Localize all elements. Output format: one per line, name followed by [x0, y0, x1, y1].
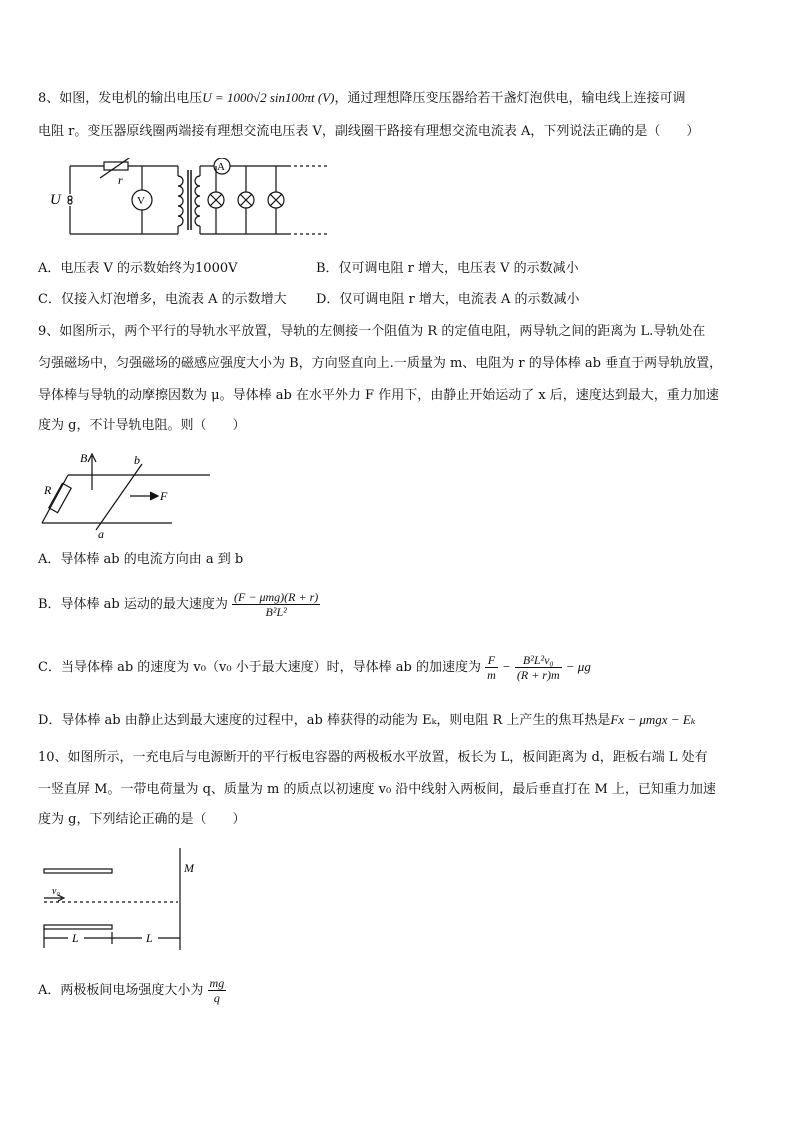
- q8-stem-text-cont: ，通过理想降压变压器给若干盏灯泡供电，输电线上连接可调: [334, 91, 686, 106]
- q10-stem-line2: 一竖直屏 M。一带电荷量为 q、质量为 m 的质点以初速度 v₀ 沿中线射入两板间，最后垂直打在 M 上，已知重力加速: [38, 782, 716, 797]
- q9-resistor-label: R: [44, 483, 52, 497]
- q9-stem-line4: 度为 g，不计导轨电阻。则（ ）: [38, 418, 246, 433]
- q8-option-b: B．仅可调电阻 r 增大，电压表 V 的示数减小: [316, 261, 579, 276]
- q9-stem-line2: 匀强磁场中，匀强磁场的磁感应强度大小为 B，方向竖直向上.一质量为 m、电阻为 r 的导体棒 ab 垂直于两导轨放置，: [38, 356, 723, 371]
- q9-option-c-f1-numerator: F: [485, 653, 498, 668]
- q8-circuit-diagram: [38, 158, 338, 242]
- q9-option-d-formula: Fx − μmgx − Eₖ: [610, 712, 696, 727]
- q9-bottom-label: a: [98, 527, 104, 540]
- q9-option-b-numerator: (F − μmg)(R + r): [234, 590, 319, 604]
- q8-resistor-label: r: [118, 173, 123, 187]
- q10-option-a-fraction: [208, 976, 227, 1005]
- q8-voltage-formula: U = 1000√2 sin100πt (V): [202, 90, 335, 105]
- q9-option-a: A．导体棒 ab 的电流方向由 a 到 b: [38, 552, 244, 567]
- q9-option-c-fraction1: [485, 653, 498, 682]
- q9-force-label: F: [160, 489, 168, 503]
- q8-source-label: U: [50, 192, 61, 208]
- q10-capacitor-diagram: [38, 848, 208, 952]
- q10-option-a-denominator: q: [213, 991, 220, 1005]
- q10-option-a-numerator: mg: [209, 976, 225, 990]
- q9-option-c-f2-numerator: B²L²v₀: [515, 653, 562, 668]
- q9-option-c-f2-denominator: (R + r)m: [516, 668, 560, 682]
- q9-option-b: [38, 590, 320, 620]
- q9-stem-line3: 导体棒与导轨的动摩擦因数为 μ。导体棒 ab 在水平外力 F 作用下，由静止开始运动了 x 后，速度达到最大，重力加速: [38, 388, 719, 403]
- q10-screen-label: M: [184, 861, 194, 875]
- q10-option-a-text: A．两极板间电场强度大小为: [38, 983, 204, 998]
- q10-option-a: [38, 976, 226, 1006]
- q9-option-b-fraction: [232, 590, 320, 619]
- q10-velocity-label: v₀: [52, 886, 60, 897]
- q10-length-label-2: L: [146, 931, 153, 945]
- q8-option-c: C．仅接入灯泡增多，电流表 A 的示数增大: [38, 292, 287, 307]
- q8-option-d: D．仅可调电阻 r 增大，电流表 A 的示数减小: [316, 292, 580, 307]
- q9-option-c-fraction2: [515, 653, 562, 682]
- q9-option-c-tail: − μg: [565, 659, 591, 674]
- q8-stem-line1: [38, 90, 686, 107]
- q9-field-label: B: [80, 451, 88, 465]
- q9-rail-diagram: [38, 448, 218, 540]
- q9-option-b-text: B．导体棒 ab 运动的最大速度为: [38, 597, 228, 612]
- q10-stem-line3: 度为 g，下列结论正确的是（ ）: [38, 812, 246, 827]
- q8-voltmeter-label: V: [137, 195, 145, 207]
- q8-option-a: A．电压表 V 的示数始终为1000V: [38, 261, 238, 276]
- q8-stem-line2: 电阻 r。变压器原线圈两端接有理想交流电压表 V，副线圈干路接有理想交流电流表 A，下列说法正确的是（ ）: [38, 124, 700, 139]
- q9-option-b-denominator: B²L²: [265, 605, 287, 619]
- q8-ammeter-label: A: [217, 161, 225, 173]
- q8-stem-text: 8、如图，发电机的输出电压: [38, 91, 203, 106]
- q10-length-label-1: L: [72, 931, 79, 945]
- q9-option-c-minus: −: [501, 659, 511, 674]
- q10-stem-line1: 10、如图所示，一充电后与电源断开的平行板电容器的两极板水平放置，板长为 L，板间距离为 d，距板右端 L 处有: [38, 750, 708, 765]
- q9-option-d-text: D．导体棒 ab 由静止达到最大速度的过程中，ab 棒获得的动能为 Eₖ，则电阻 R 上产生的焦耳热是: [38, 713, 611, 728]
- q9-stem-line1: 9、如图所示，两个平行的导轨水平放置，导轨的左侧接一个阻值为 R 的定值电阻，两导轨之间的距离为 L.导轨处在: [38, 324, 706, 339]
- q9-option-c-f1-denominator: m: [487, 668, 496, 682]
- q9-option-c-text: C．当导体棒 ab 的速度为 v₀（v₀ 小于最大速度）时，导体棒 ab 的加速度为: [38, 660, 481, 675]
- q9-option-c: [38, 652, 591, 683]
- q9-top-label: b: [134, 453, 140, 467]
- q9-option-d: [38, 712, 696, 729]
